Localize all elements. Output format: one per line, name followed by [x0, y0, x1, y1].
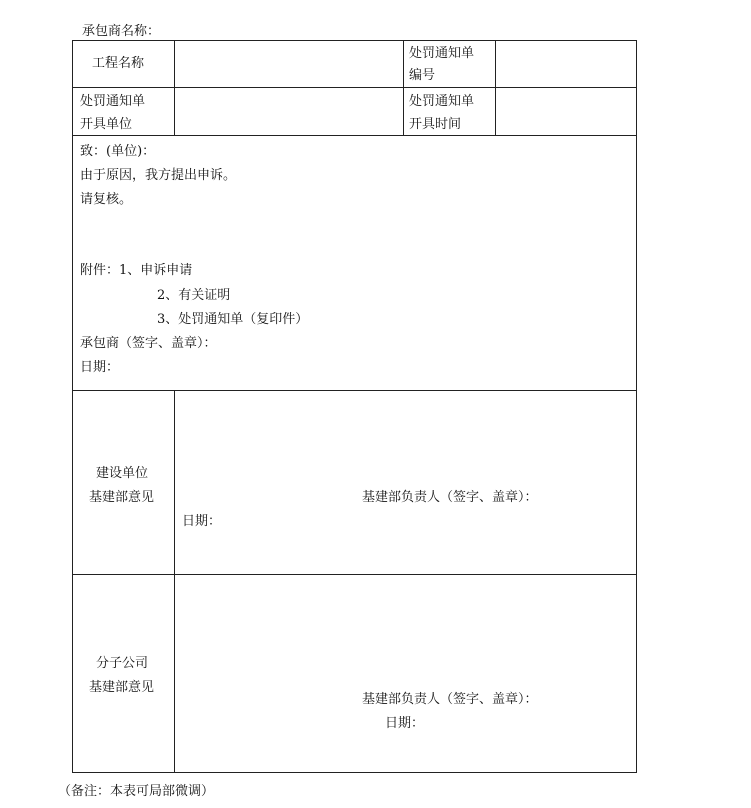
- appeal-date-label: 日期：: [80, 360, 120, 375]
- project-name-label: 工程名称: [92, 56, 145, 71]
- table-divider: [495, 40, 496, 136]
- penalty-no-label: 处罚通知单: [409, 46, 475, 61]
- construction-date-label: 日期：: [182, 514, 222, 529]
- table-divider: [72, 87, 637, 88]
- issuer-label: 处罚通知单: [80, 94, 146, 109]
- construction-opinion-label: 基建部意见: [89, 490, 155, 505]
- table-divider: [174, 390, 175, 773]
- construction-opinion-label: 建设单位: [96, 466, 149, 481]
- branch-opinion-label: 分子公司: [96, 656, 149, 671]
- table-divider: [72, 135, 637, 136]
- contractor-signature-label: 承包商（签字、盖章）：: [80, 336, 217, 351]
- appeal-review-line: 请复核。: [80, 192, 133, 207]
- contractor-name-label: 承包商名称：: [82, 24, 161, 39]
- table-divider: [174, 40, 175, 136]
- footer-note: （备注：本表可局部微调）: [58, 784, 215, 799]
- issue-time-label: 处罚通知单: [409, 94, 475, 109]
- table-border-left: [72, 40, 73, 773]
- issue-time-label: 开具时间: [409, 117, 462, 132]
- table-border-top: [72, 40, 637, 41]
- penalty-no-label: 编号: [409, 68, 436, 83]
- branch-signer-label: 基建部负责人（签字、盖章）：: [362, 692, 538, 707]
- attachment-item: 3、处罚通知单（复印件）: [157, 312, 309, 327]
- attachment-item: 2、有关证明: [157, 288, 231, 303]
- appeal-to-line: 致：(单位)：: [80, 144, 156, 159]
- branch-date-label: 日期：: [385, 716, 425, 731]
- appeal-reason-line: 由于原因，我方提出申诉。: [80, 168, 237, 183]
- construction-signer-label: 基建部负责人（签字、盖章）：: [362, 490, 538, 505]
- table-divider: [72, 574, 637, 575]
- table-border-right: [636, 40, 637, 773]
- attachments-label: 附件：1、申诉申请: [80, 263, 193, 278]
- table-border-bottom: [72, 772, 637, 773]
- table-divider: [72, 390, 637, 391]
- branch-opinion-label: 基建部意见: [89, 680, 155, 695]
- table-divider: [403, 40, 404, 136]
- issuer-label: 开具单位: [80, 117, 133, 132]
